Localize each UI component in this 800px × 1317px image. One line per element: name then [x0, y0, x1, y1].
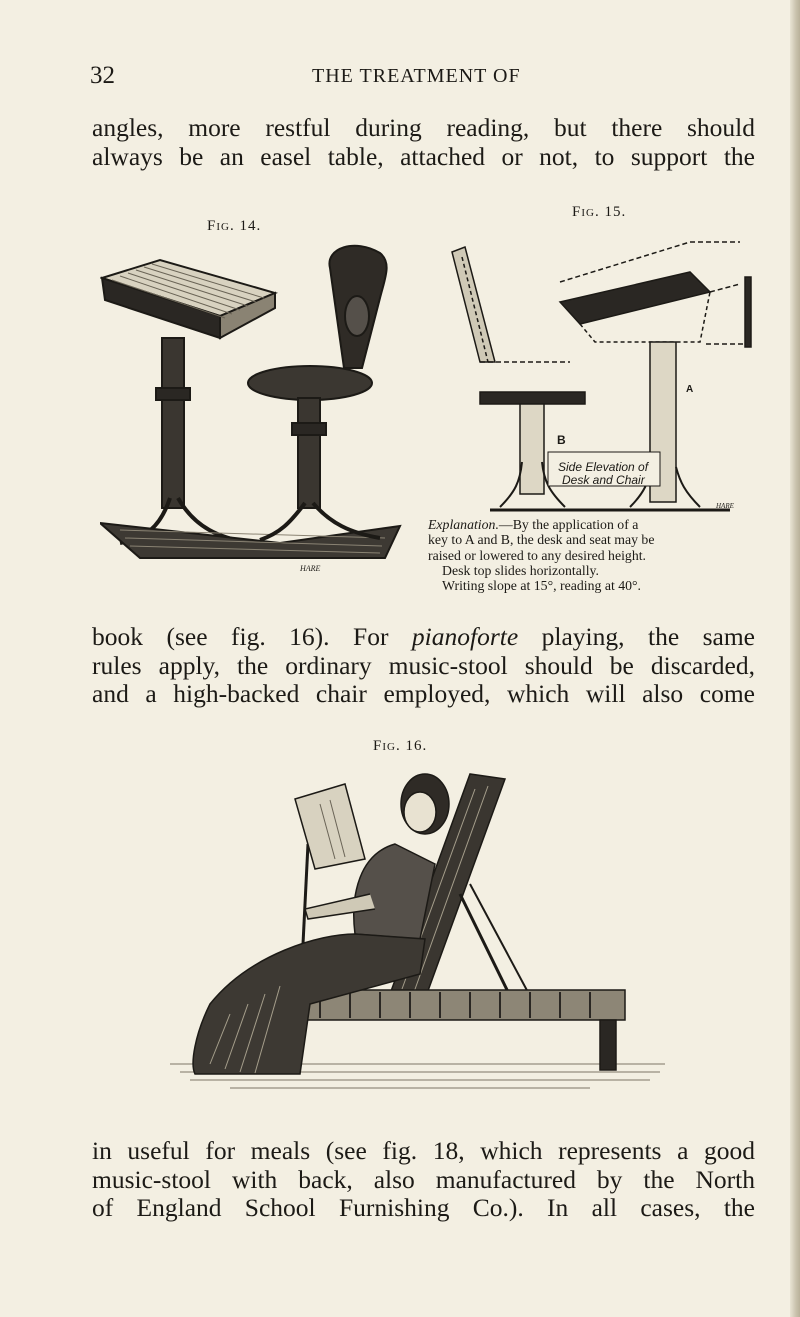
explanation-line: Desk top slides horizontally. [442, 562, 599, 578]
fig15-engraver-mark: HARE [716, 502, 734, 510]
explanation-line: key to A and B, the desk and seat may be [428, 532, 655, 548]
running-head: THE TREATMENT OF [312, 65, 521, 87]
fig14-engraver-mark: HARE [300, 564, 321, 573]
text-line: always be an easel table, attached or not, to support the [92, 141, 755, 171]
fig16-illustration [170, 764, 665, 1094]
italic-term: pianoforte [411, 622, 519, 651]
explanation-line [428, 517, 753, 532]
fig15-illustration [440, 222, 760, 522]
fig15-inset-line-2: Desk and Chair [562, 473, 645, 487]
text-line: rules apply, the ordinary music-stool should be discarded, [92, 650, 755, 680]
text-line: music-stool with back, also manufactured by the North [92, 1164, 755, 1194]
paragraph-3 [92, 1137, 755, 1223]
fig15-explanation [428, 517, 753, 593]
fig14-illustration [100, 238, 405, 578]
fig14-caption: Fig. 14. [207, 218, 262, 234]
fig15-inset-line-1: Side Elevation of [558, 460, 649, 474]
text-line: in useful for meals (see fig. 18, which represents a good [92, 1136, 755, 1165]
fig15-label-a: A [686, 384, 694, 395]
text-line: of England School Furnishing Co.). In all cases, the [92, 1193, 755, 1222]
page-header [0, 62, 800, 98]
fig16-caption: Fig. 16. [373, 738, 428, 754]
text-line [92, 623, 755, 652]
explanation-lead: Explanation. [428, 517, 499, 532]
page-number: 32 [90, 62, 115, 89]
fig15-caption: Fig. 15. [572, 204, 627, 220]
explanation-line: Writing slope at 15°, reading at 40°. [442, 578, 641, 594]
explanation-line: raised or lowered to any desired height. [428, 547, 646, 563]
paragraph-2 [92, 623, 755, 709]
fig15-label-b: B [557, 433, 566, 447]
text-run: book (see fig. 16). For [92, 622, 412, 651]
explanation-line-1-rest: —By the application of a [498, 517, 639, 532]
text-line: and a high-backed chair employed, which will also come [92, 679, 755, 708]
paragraph-1 [92, 114, 755, 171]
text-run: playing, the same [518, 622, 755, 651]
page-edge [790, 0, 800, 1317]
text-line: angles, more restful during reading, but there should [92, 113, 755, 142]
